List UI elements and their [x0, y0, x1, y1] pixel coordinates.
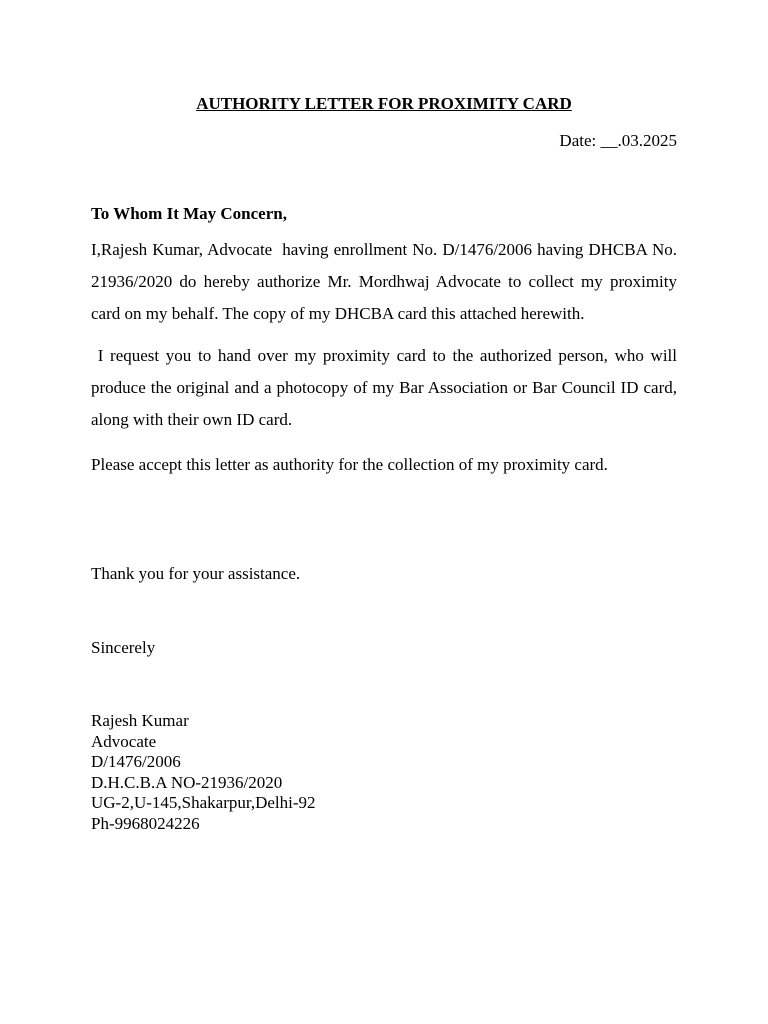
signature-block	[91, 711, 316, 835]
body-paragraph-request: I request you to hand over my proximity card to the authorized person, who will produce the original and a photocopy of my Bar Association or Bar Council ID card, along with their own ID card.	[91, 346, 682, 429]
closing-line: Sincerely	[91, 638, 156, 657]
signature-designation: Advocate	[91, 731, 157, 751]
signature-address: UG-2,U-145,Shakarpur,Delhi-92	[91, 793, 316, 813]
signature-phone: Ph-9968024226	[91, 813, 200, 833]
salutation: To Whom It May Concern,	[91, 204, 287, 223]
signature-name: Rajesh Kumar	[91, 711, 189, 730]
letter-title: AUTHORITY LETTER FOR PROXIMITY CARD	[196, 94, 572, 113]
signature-dhcba-number: D.H.C.B.A NO-21936/2020	[91, 772, 283, 792]
body-paragraph-authorization: I,Rajesh Kumar, Advocate having enrollment No. D/1476/2006 having DHCBA No. 21936/2020 do hereby authorize Mr. Mordhwaj Advocate to collect my proximity card on my behalf. The copy of my DHCBA card this attached herewith.	[91, 240, 682, 323]
thanks-line: Thank you for your assistance.	[91, 564, 301, 583]
letter-date: Date: __.03.2025	[559, 131, 677, 150]
body-paragraph-acceptance: Please accept this letter as authority for the collection of my proximity card.	[91, 455, 608, 474]
signature-enrollment: D/1476/2006	[91, 752, 181, 772]
